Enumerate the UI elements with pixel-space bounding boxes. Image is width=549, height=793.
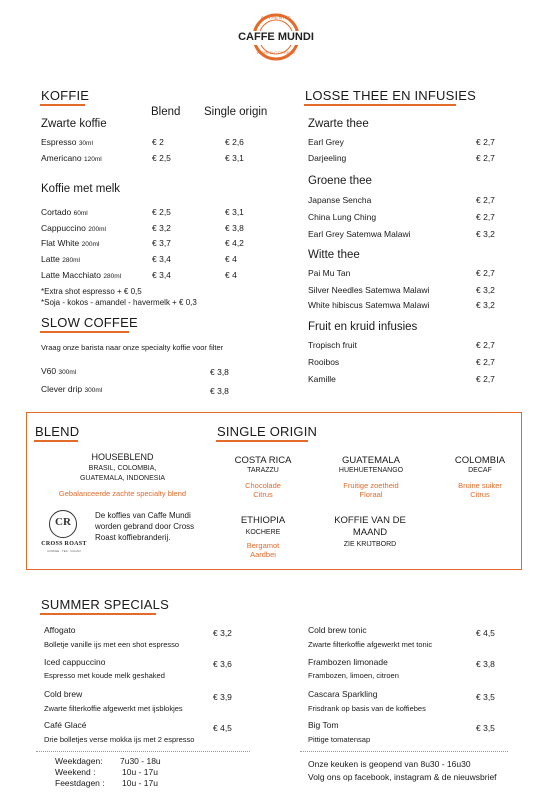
slow-coffee-title: SLOW COFFEE [41, 315, 138, 330]
price: € 3,2 [476, 285, 495, 295]
special-desc: Drie bolletjes verse mokka ijs met 2 espresso [44, 735, 195, 744]
origin-country: GUATEMALA [342, 455, 400, 466]
thee-group-title: Groene thee [308, 175, 372, 187]
price: € 2,7 [476, 268, 495, 278]
brand-logo [234, 8, 318, 66]
special-name: Big Tom [308, 720, 339, 730]
houseblend-name: HOUSEBLEND [91, 452, 154, 462]
menu-item: Earl Grey Satemwa Malawi [308, 229, 411, 239]
thee-group-title: Witte thee [308, 249, 360, 261]
menu-item: China Lung Ching [308, 212, 377, 222]
cross-roast-tag: COFFEE · TEA · CACAO [47, 549, 81, 553]
price-single: € 2,6 [225, 137, 244, 147]
menu-item: White hibiscus Satemwa Malawi [308, 300, 430, 310]
hours-day: Weekend : [55, 767, 96, 777]
price: € 3,8 [476, 659, 495, 669]
menu-item: V60 300ml [41, 366, 77, 376]
price-single: € 4 [225, 270, 237, 280]
price-single: € 3,1 [225, 207, 244, 217]
special-name: Cold brew [44, 689, 83, 699]
houseblend-origin: BRASIL, COLOMBIA, [88, 465, 157, 472]
origin-note: Citrus [470, 490, 490, 499]
koffie-title-underline [40, 104, 85, 106]
menu-item: Espresso 30ml [41, 137, 93, 147]
extra-note: *Extra shot espresso + € 0,5 [41, 287, 142, 296]
special-name: Affogato [44, 625, 76, 635]
origin-country: ETHIOPIA [240, 515, 286, 526]
footer-divider [300, 751, 508, 752]
houseblend-origin: GUATEMALA, INDONESIA [79, 475, 166, 482]
special-desc: Zwarte filterkoffie afgewerkt met ijsblokjes [44, 704, 183, 713]
price-single: € 3,1 [225, 153, 244, 163]
origin-card [440, 455, 520, 499]
price-blend: € 2,5 [152, 153, 171, 163]
price: € 3,5 [476, 692, 495, 702]
cross-roast-mark-text: CR [55, 516, 71, 528]
price-blend: € 3,7 [152, 238, 171, 248]
price: € 2,7 [476, 374, 495, 384]
brand-arc-bottom: WORLD COFFEES [256, 50, 296, 55]
hours-time: 10u - 17u [122, 767, 158, 777]
thee-group-title: Zwarte thee [308, 118, 369, 130]
koffie-col-single: Single origin [204, 106, 268, 118]
origin-note: Floraal [359, 490, 383, 499]
origin-country: COLOMBIA [454, 455, 506, 466]
origin-farm: TARAZZU [247, 467, 279, 474]
hours-day: Feestdagen : [55, 778, 105, 788]
origin-farm: HUEHUETENANGO [338, 467, 404, 474]
extra-note: *Soja - kokos - amandel - havermelk + € 0,3 [41, 298, 197, 307]
price-blend: € 2,5 [152, 207, 171, 217]
origin-country: KOFFIE VAN DE MAAND [334, 515, 406, 538]
price: € 2,7 [476, 357, 495, 367]
footer-divider [36, 751, 250, 752]
thee-group-title: Fruit en kruid infusies [308, 321, 418, 333]
koffie-met-melk-title: Koffie met melk [41, 183, 121, 195]
hours-time: 7u30 - 18u [120, 756, 161, 766]
menu-item: Kamille [308, 374, 336, 384]
menu-item: Pai Mu Tan [308, 268, 351, 278]
price: € 3,5 [476, 723, 495, 733]
price-single: € 4 [225, 254, 237, 264]
menu-item: Japanse Sencha [308, 195, 372, 205]
special-desc: Pittige tomatensap [308, 735, 371, 744]
menu-item: Flat White 200ml [41, 238, 100, 248]
origin-card [218, 455, 308, 499]
slow-coffee-intro: Vraag onze barista naar onze specialty koffie voor filter [41, 343, 224, 352]
menu-item: Tropisch fruit [308, 340, 357, 350]
houseblend-taste: Gebalanceerde zachte specialty blend [58, 489, 187, 498]
summer-title: SUMMER SPECIALS [41, 597, 169, 612]
menu-item: Earl Grey [308, 137, 344, 147]
price: € 2,7 [476, 340, 495, 350]
brand-name: CAFFE MUNDI [238, 31, 314, 43]
price-blend: € 3,4 [152, 270, 171, 280]
thee-title: LOSSE THEE EN INFUSIES [305, 88, 477, 103]
roaster-text: De koffies van Caffe Mundi worden gebrand door Cross Roast koffiebranderij. [95, 511, 195, 542]
special-name: Iced cappuccino [44, 657, 106, 667]
price: € 2,7 [476, 137, 495, 147]
slow-coffee-underline [40, 331, 129, 333]
special-desc: Zwarte filterkoffie afgewerkt met tonic [308, 640, 433, 649]
price-blend: € 3,2 [152, 223, 171, 233]
origin-note: Bergamot [246, 541, 280, 550]
price: € 3,2 [213, 628, 232, 638]
price: € 3,2 [476, 229, 495, 239]
menu-item: Latte 280ml [41, 254, 80, 264]
blend-title: BLEND [35, 424, 80, 439]
price: € 3,9 [213, 692, 232, 702]
price-blend: € 2 [152, 137, 164, 147]
price: € 2,7 [476, 195, 495, 205]
special-desc: Frisdrank op basis van de koffiebes [308, 704, 426, 713]
origin-card [218, 515, 308, 559]
special-desc: Espresso met koude melk geshaked [44, 671, 165, 680]
menu-item: Darjeeling [308, 153, 347, 163]
price: € 3,8 [210, 367, 229, 377]
brand-arc-top: AUTHENTIC [260, 15, 292, 20]
menu-item: Rooibos [308, 357, 340, 367]
cross-roast-name: CROSS ROAST [41, 541, 87, 547]
special-name: Cascara Sparkling [308, 689, 378, 699]
menu-item: Latte Macchiato 280ml [41, 270, 122, 280]
special-name: Café Glacé [44, 720, 87, 730]
price-blend: € 3,4 [152, 254, 171, 264]
price: € 4,5 [476, 628, 495, 638]
special-desc: Frambozen, limoen, citroen [308, 671, 399, 680]
price: € 2,7 [476, 153, 495, 163]
thee-title-underline [304, 104, 456, 106]
menu-item: Cappuccino 200ml [41, 223, 106, 233]
origin-farm: ZIE KRIJTBORD [343, 541, 397, 548]
social-note: Volg ons op facebook, instagram & de nieuwsbrief [308, 772, 497, 782]
origin-card [330, 515, 410, 548]
origin-note: Chocolade [245, 481, 281, 490]
single-origin-underline [216, 440, 308, 442]
price-single: € 4,2 [225, 238, 244, 248]
koffie-title: KOFFIE [41, 88, 90, 103]
price-single: € 3,8 [225, 223, 244, 233]
special-name: Frambozen limonade [308, 657, 388, 667]
origin-country: COSTA RICA [234, 455, 292, 466]
origin-note: Bruine suiker [458, 481, 502, 490]
zwarte-koffie-title: Zwarte koffie [41, 118, 107, 130]
koffie-col-blend: Blend [151, 106, 181, 118]
cross-roast-logo [35, 510, 93, 556]
hours-time: 10u - 17u [122, 778, 158, 788]
origin-farm: KOCHERE [245, 529, 281, 536]
origin-card [319, 455, 423, 499]
price: € 2,7 [476, 212, 495, 222]
hours-day: Weekdagen: [55, 756, 103, 766]
price: € 3,8 [210, 386, 229, 396]
menu-item: Silver Needles Satemwa Malawi [308, 285, 430, 295]
price: € 4,5 [213, 723, 232, 733]
summer-title-underline [40, 613, 156, 615]
price: € 3,2 [476, 300, 495, 310]
special-desc: Bolletje vanille ijs met een shot espresso [44, 640, 180, 649]
special-name: Cold brew tonic [308, 625, 367, 635]
origin-farm: DECAF [468, 467, 492, 474]
blend-title-underline [34, 440, 78, 442]
origin-note: Aardbei [250, 550, 276, 559]
single-origin-title: SINGLE ORIGIN [217, 424, 318, 439]
menu-item: Americano 120ml [41, 153, 102, 163]
origin-note: Fruitige zoetheid [343, 481, 399, 490]
origin-note: Citrus [253, 490, 273, 499]
menu-item: Clever drip 300ml [41, 384, 103, 394]
menu-item: Cortado 60ml [41, 207, 88, 217]
price: € 3,6 [213, 659, 232, 669]
kitchen-hours: Onze keuken is geopend van 8u30 - 16u30 [308, 759, 471, 769]
